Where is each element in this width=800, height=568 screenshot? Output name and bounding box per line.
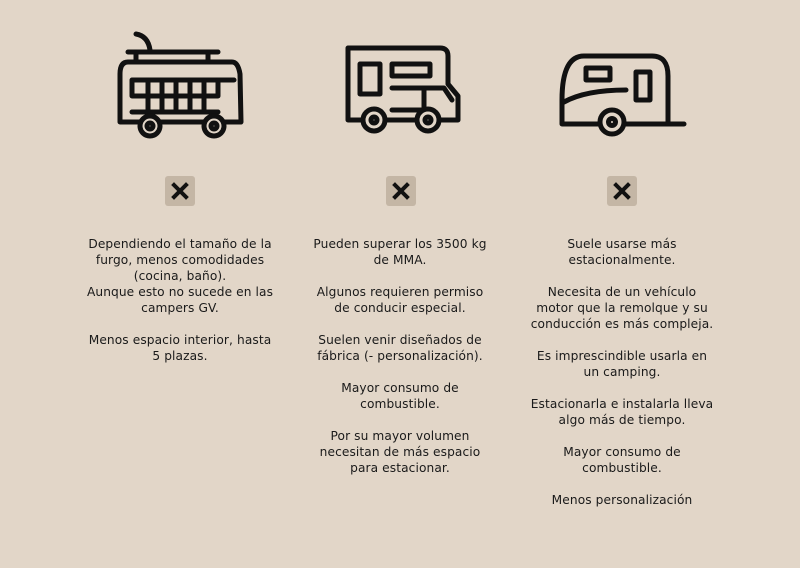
paragraph: Algunos requieren permiso de conducir especial. (316, 285, 484, 315)
paragraph: Mayor consumo de combustible. (563, 445, 681, 475)
x-badge (386, 176, 416, 206)
x-icon (607, 176, 637, 206)
paragraph: Mayor consumo de combustible. (341, 381, 459, 411)
column-text (512, 236, 732, 508)
motorhome-icon (340, 40, 464, 136)
paragraph: Suele usarse más estacionalmente. (567, 237, 677, 267)
x-icon (386, 176, 416, 206)
paragraph: Es imprescindible usarla en un camping. (536, 349, 708, 379)
paragraph: Pueden superar los 3500 kg de MMA. (313, 237, 487, 267)
paragraph: Dependiendo el tamaño de la furgo, menos comodidades (cocina, baño). Aunque esto no sucede en las campers GV. (86, 237, 274, 315)
x-badge (607, 176, 637, 206)
camper-van-icon (114, 30, 246, 142)
paragraph: Suelen venir diseñados de fábrica (- personalización). (317, 333, 483, 363)
paragraph: Menos personalización (551, 493, 693, 507)
column-text (290, 236, 510, 476)
paragraph: Por su mayor volumen necesitan de más espacio para estacionar. (319, 429, 481, 475)
caravan-icon (556, 50, 688, 142)
x-badge (165, 176, 195, 206)
paragraph: Necesita de un vehículo motor que la remolque y su conducción es más compleja. (530, 285, 714, 331)
paragraph: Menos espacio interior, hasta 5 plazas. (88, 333, 272, 363)
column-text (70, 236, 290, 364)
paragraph: Estacionarla e instalarla lleva algo más de tiempo. (530, 397, 714, 427)
x-icon (165, 176, 195, 206)
